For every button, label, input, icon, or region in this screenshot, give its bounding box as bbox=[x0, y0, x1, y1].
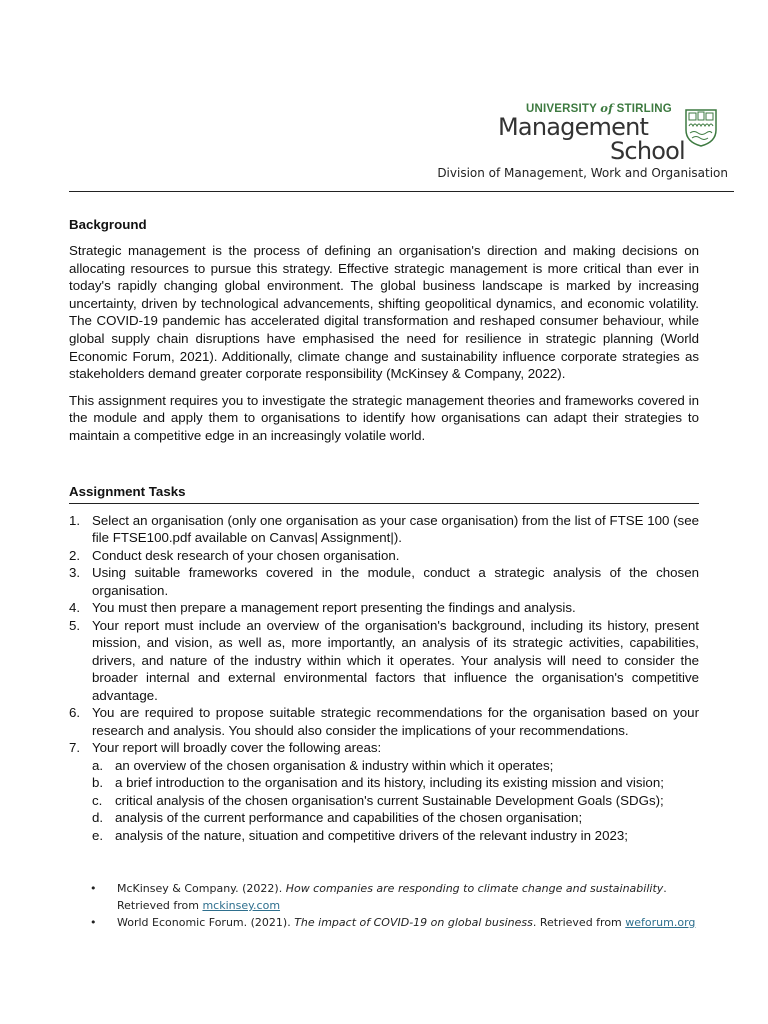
item-text: Using suitable frameworks covered in the module, conduct a strategic analysis of the chosen organisation. bbox=[92, 565, 699, 598]
weforum-link[interactable]: weforum.org bbox=[625, 916, 696, 930]
item-text: Your report must include an overview of the organisation's background, including its history, present mission, and vision, as well as, more importantly, an analysis of its strategic activities, capabilities, drivers, and nature of the industry within which it operates. Your analysis will need to consider the broader internal and external environmental factors that influence the organisation's competitive advantage. bbox=[92, 617, 699, 703]
reference-author: McKinsey & Company. (2022). bbox=[117, 882, 286, 896]
list-item bbox=[69, 739, 699, 844]
item-letter: a. bbox=[92, 757, 104, 773]
item-text: critical analysis of the chosen organisation's current Sustainable Development Goals (SDGs); bbox=[115, 792, 664, 808]
item-text: Your report will broadly cover the following areas: bbox=[92, 740, 382, 756]
item-number: 4. bbox=[69, 600, 81, 616]
document-body bbox=[69, 216, 699, 931]
item-number: 3. bbox=[69, 565, 81, 581]
logo-school: School bbox=[610, 137, 685, 165]
item-letter: b. bbox=[92, 775, 104, 791]
item-text: analysis of the nature, situation and competitive drivers of the relevant industry in 2023; bbox=[115, 827, 628, 843]
bullet: • bbox=[90, 916, 97, 930]
item-number: 2. bbox=[69, 547, 81, 563]
sub-list bbox=[92, 757, 699, 845]
item-number: 6. bbox=[69, 705, 81, 721]
list-item bbox=[69, 704, 699, 739]
sub-list-item bbox=[92, 757, 699, 775]
list-item bbox=[69, 547, 699, 565]
list-item bbox=[69, 512, 699, 547]
division-name: Division of Management, Work and Organisation bbox=[437, 166, 728, 180]
item-letter: d. bbox=[92, 810, 104, 826]
list-item bbox=[69, 617, 699, 705]
list-item bbox=[69, 599, 699, 617]
list-item bbox=[69, 564, 699, 599]
tasks-heading: Assignment Tasks bbox=[69, 483, 699, 504]
sub-list-item bbox=[92, 809, 699, 827]
item-number: 1. bbox=[69, 512, 81, 528]
background-paragraph: This assignment requires you to investigate the strategic management theories and frameworks covered in the module and apply them to organisations to identify how organisations can adapt their strategies to maintain a competitive edge in an increasingly volatile world. bbox=[69, 392, 699, 443]
task-list bbox=[69, 512, 699, 845]
item-text: a brief introduction to the organisation and its history, including its existing mission and vision; bbox=[115, 775, 664, 791]
reference-title: How companies are responding to climate change and sustainability bbox=[285, 882, 664, 896]
item-text: an overview of the chosen organisation & industry within which it operates; bbox=[115, 757, 554, 773]
bullet: • bbox=[90, 882, 97, 896]
item-letter: c. bbox=[92, 792, 103, 808]
reference-title: The impact of COVID-19 on global business bbox=[294, 916, 533, 930]
crest-icon bbox=[684, 108, 718, 148]
background-paragraph: Strategic management is the process of defining an organisation's direction and making decisions on allocating resources to pursue this strategy. Effective strategic management is more critical than ever in today's rapidly changing global environment. The global business landscape is marked by increasing uncertainty, driven by technological advancements, shifting geopolitical dynamics, and economic volatility. The COVID-19 pandemic has accelerated digital transformation and reshaped consumer behaviour, while global supply chain disruptions have emphasised the need for resilience in strategic planning (World Economic Forum, 2021). Additionally, climate change and sustainability influence corporate strategies as stakeholders demand greater corporate responsibility (McKinsey & Company, 2022). bbox=[69, 243, 699, 382]
item-number: 7. bbox=[69, 740, 81, 756]
university-logo bbox=[437, 101, 728, 184]
reference-retrieved: . Retrieved from bbox=[532, 916, 626, 930]
sub-list-item bbox=[92, 792, 699, 810]
item-text: You are required to propose suitable strategic recommendations for the organisation based on your research and analysis. You should also consider the implications of your recommendations. bbox=[92, 705, 699, 738]
header-divider bbox=[69, 191, 734, 192]
reference-list bbox=[90, 880, 699, 931]
reference-author: World Economic Forum. (2021). bbox=[117, 916, 295, 930]
item-text: Select an organisation (only one organisation as your case organisation) from the list of FTSE 100 (see file FTSE100.pdf available on Canvas| Assignment|). bbox=[92, 512, 699, 546]
item-number: 5. bbox=[69, 617, 81, 633]
background-heading: Background bbox=[69, 217, 147, 232]
logo-management: Management bbox=[498, 113, 649, 141]
sub-list-item bbox=[92, 774, 699, 792]
item-text: You must then prepare a management report presenting the findings and analysis. bbox=[92, 600, 576, 616]
reference-retrieved: . Retrieved from bbox=[117, 882, 667, 913]
reference-item bbox=[90, 880, 699, 914]
item-text: Conduct desk research of your chosen organisation. bbox=[92, 547, 400, 563]
sub-list-item bbox=[92, 827, 699, 845]
reference-item bbox=[90, 914, 699, 931]
item-letter: e. bbox=[92, 827, 104, 843]
logo-university-line: UNIVERSITY of STIRLING bbox=[526, 101, 672, 115]
mckinsey-link[interactable]: mckinsey.com bbox=[202, 899, 281, 913]
item-text: analysis of the current performance and capabilities of the chosen organisation; bbox=[115, 810, 583, 826]
